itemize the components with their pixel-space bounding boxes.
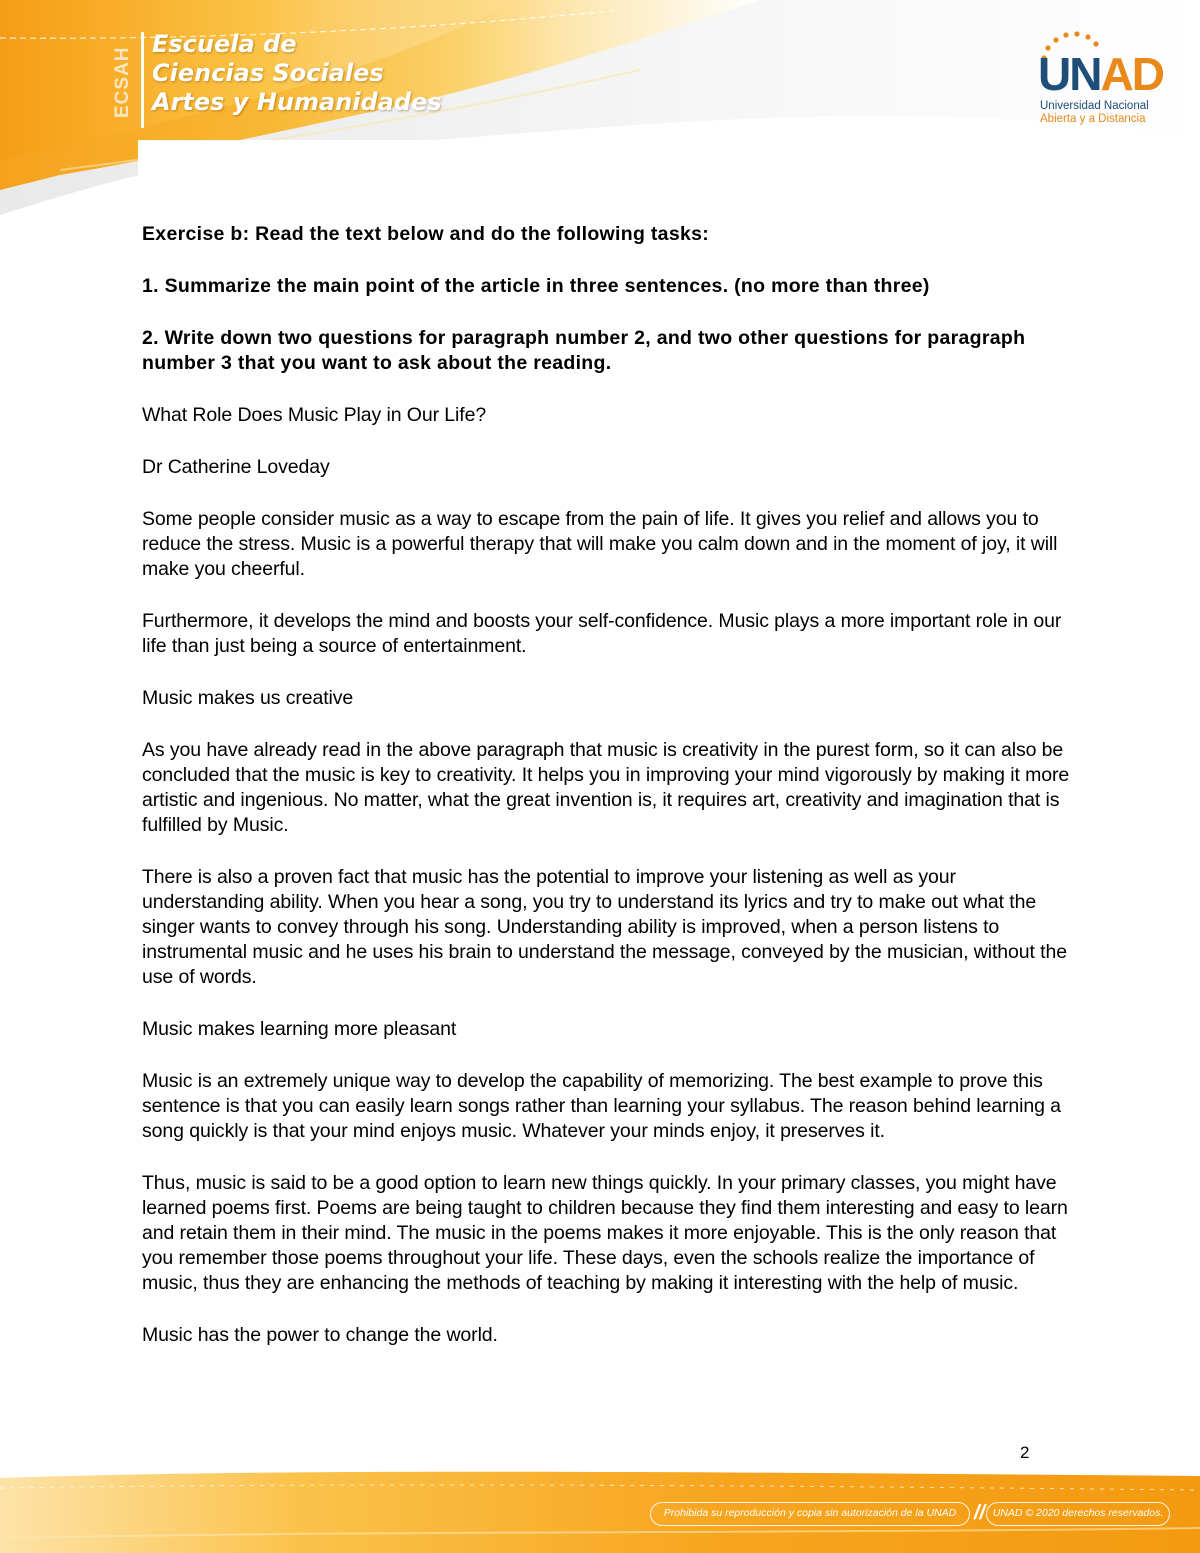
school-name-line-3: Artes y Humanidades <box>152 88 442 116</box>
unad-wordmark: UNAD <box>1038 48 1163 100</box>
ecsah-tag: ECSAH <box>112 46 133 118</box>
rights-notice: UNAD © 2020 derechos reservados. <box>986 1502 1170 1526</box>
paragraph-3: As you have already read in the above paragraph that music is creativity in the purest form, so it can also be concluded that the music is key to creativity. It helps you in improving your mind vigorously by making it more artistic and ingenious. No matter, what the great invention is, it requires art, creativity and imagination that is fulfilled by Music. <box>142 739 1070 836</box>
logo-divider <box>141 32 144 128</box>
page-number: 2 <box>1020 1443 1030 1462</box>
section-heading-creative: Music makes us creative <box>142 687 354 709</box>
school-name-line-2: Ciencias Sociales <box>152 59 384 87</box>
footer-separator: // <box>974 1502 986 1524</box>
school-logo <box>112 28 442 128</box>
paragraph-6: Thus, music is said to be a good option to learn new things quickly. In your primary classes, you might have learned poems first. Poems are being taught to children because they find them interesting and easy to learn and retain them in their mind. The music in the poems makes it more enjoyable. This is the only reason that you remember those poems throughout your life. These days, even the schools realize the importance of music, thus they are enhancing the methods of teaching by making it interesting with the help of music. <box>142 1172 1068 1294</box>
university-name: Universidad Nacional <box>1040 100 1149 112</box>
exercise-title: Exercise b: Read the text below and do the following tasks: <box>142 223 710 245</box>
copyright-notice: Prohibida su reproducción y copia sin autorización de la UNAD <box>650 1502 970 1526</box>
section-heading-learning: Music makes learning more pleasant <box>142 1018 457 1040</box>
article-title: What Role Does Music Play in Our Life? <box>142 404 487 426</box>
university-subtitle: Abierta y a Distancia <box>1040 113 1146 125</box>
paragraph-2: Furthermore, it develops the mind and boosts your self-confidence. Music plays a more important role in our life than just being a source of entertainment. <box>142 610 1062 657</box>
paragraph-5: Music is an extremely unique way to develop the capability of memorizing. The best example to prove this sentence is that you can easily learn songs rather than learning your syllabus. The reason behind learning a song quickly is that your mind enjoys music. Whatever your minds enjoy, it preserves it. <box>142 1070 1061 1142</box>
paragraph-1: Some people consider music as a way to escape from the pain of life. It gives you relief and allows you to reduce the stress. Music is a powerful therapy that will make you calm down and in the moment of joy, it will make you cheerful. <box>142 508 1058 580</box>
task-1: 1. Summarize the main point of the article in three sentences. (no more than three) <box>142 275 930 297</box>
school-name-line-1: Escuela de <box>152 30 297 58</box>
paragraph-4: There is also a proven fact that music has the potential to improve your listening as well as your understanding ability. When you hear a song, you try to understand its lyrics and try to make out what the singer wants to convey through his song. Understanding ability is improved, when a person listens to instrumental music and he uses his brain to understand the message, conveyed by the musician, without the use of words. <box>142 866 1067 988</box>
closing-line: Music has the power to change the world. <box>142 1324 498 1346</box>
task-2: 2. Write down two questions for paragraph number 2, and two other questions for paragraph number 3 that you want to ask about the reading. <box>142 327 1026 374</box>
article-author: Dr Catherine Loveday <box>142 456 330 478</box>
unad-logo <box>1030 28 1170 128</box>
document-body <box>142 222 1072 1348</box>
